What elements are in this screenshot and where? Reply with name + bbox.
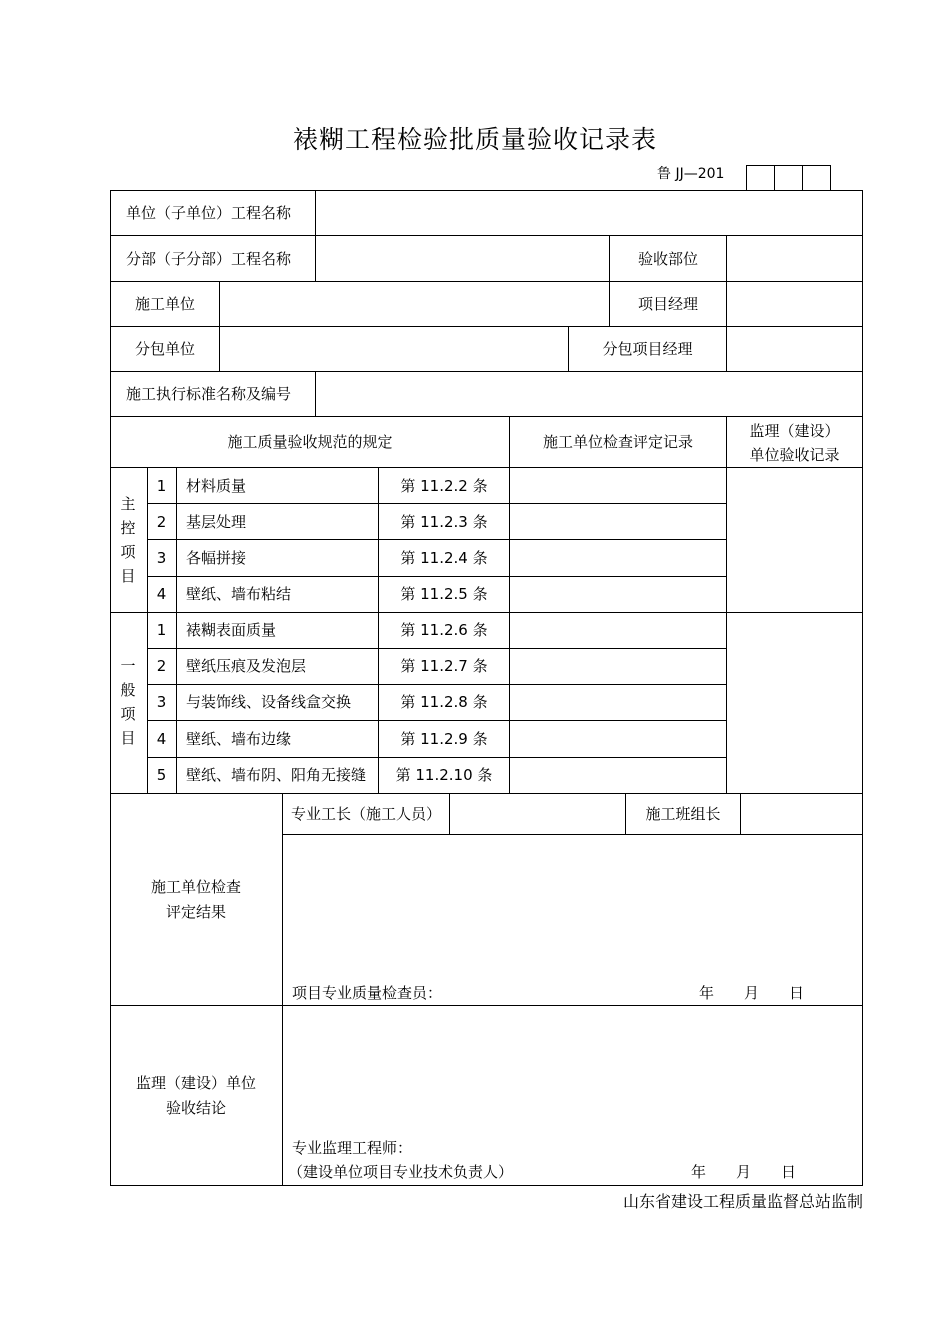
- item-name: 基层处理: [186, 513, 247, 531]
- item-clause: 第 11.2.7 条: [400, 657, 488, 675]
- item-number: 4: [156, 585, 167, 603]
- item-clause: 第 11.2.8 条: [400, 693, 488, 711]
- supervision-date: 年 月 日: [691, 1163, 797, 1181]
- foreman-label: 专业工长（施工人员）: [290, 805, 441, 823]
- item-clause: 第 11.2.10 条: [395, 766, 493, 784]
- item-name: 材料质量: [186, 477, 247, 495]
- main-control-group-label: 主 控 项 目: [120, 495, 136, 585]
- supervision-result-label-line1: 监理（建设）单位: [135, 1074, 256, 1092]
- construction-result-label-line2: 评定结果: [165, 903, 226, 921]
- division-project-name-label: 分部（子分部）工程名称: [126, 250, 292, 268]
- general-group-label: 一 般 项 目: [120, 657, 136, 747]
- quality-inspector-label: 项目专业质量检查员：: [292, 984, 443, 1002]
- supervision-record-header-line1: 监理（建设）: [749, 422, 840, 440]
- standard-name-label: 施工执行标准名称及编号: [126, 385, 292, 403]
- item-clause: 第 11.2.9 条: [400, 730, 488, 748]
- subcontract-unit-label: 分包单位: [134, 340, 195, 358]
- item-name: 裱糊表面质量: [186, 621, 277, 639]
- item-clause: 第 11.2.5 条: [400, 585, 488, 603]
- item-clause: 第 11.2.4 条: [400, 549, 488, 567]
- item-name: 壁纸、墙布粘结: [186, 585, 292, 603]
- supervision-engineer-label: 专业监理工程师：: [292, 1139, 413, 1157]
- item-number: 3: [156, 549, 167, 567]
- item-name: 壁纸压痕及发泡层: [186, 657, 307, 675]
- spec-column-header: 施工质量验收规范的规定: [227, 433, 393, 451]
- supervision-result-label-line2: 验收结论: [165, 1099, 226, 1117]
- team-leader-label: 施工班组长: [645, 805, 721, 823]
- item-number: 1: [156, 621, 167, 639]
- unit-project-name-label: 单位（子单位）工程名称: [126, 204, 292, 222]
- item-number: 4: [156, 730, 167, 748]
- item-clause: 第 11.2.6 条: [400, 621, 488, 639]
- item-clause: 第 11.2.2 条: [400, 477, 488, 495]
- item-name: 与装饰线、设备线盒交换: [186, 693, 352, 711]
- item-number: 3: [156, 693, 167, 711]
- construction-unit-label: 施工单位: [134, 295, 195, 313]
- page-title: 裱糊工程检验批质量验收记录表: [292, 125, 657, 154]
- item-name: 各幅拼接: [186, 549, 247, 567]
- item-clause: 第 11.2.3 条: [400, 513, 488, 531]
- item-number: 1: [156, 477, 167, 495]
- check-record-column-header: 施工单位检查评定记录: [542, 433, 693, 451]
- footer-issuer: 山东省建设工程质量监督总站监制: [622, 1192, 863, 1211]
- item-name: 壁纸、墙布阴、阳角无接缝: [186, 766, 367, 784]
- project-manager-label: 项目经理: [637, 295, 698, 313]
- item-number: 5: [156, 766, 167, 784]
- form-code: 鲁 JJ—201: [657, 166, 725, 182]
- construction-result-label-line1: 施工单位检查: [150, 878, 241, 896]
- acceptance-part-label: 验收部位: [637, 250, 698, 268]
- item-number: 2: [156, 657, 167, 675]
- construction-date: 年 月 日: [699, 984, 805, 1002]
- tech-lead-label: （建设单位项目专业技术负责人）: [288, 1163, 514, 1181]
- item-number: 2: [156, 513, 167, 531]
- subcontract-manager-label: 分包项目经理: [602, 340, 693, 358]
- supervision-record-header-line2: 单位验收记录: [749, 446, 840, 464]
- item-name: 壁纸、墙布边缘: [186, 730, 292, 748]
